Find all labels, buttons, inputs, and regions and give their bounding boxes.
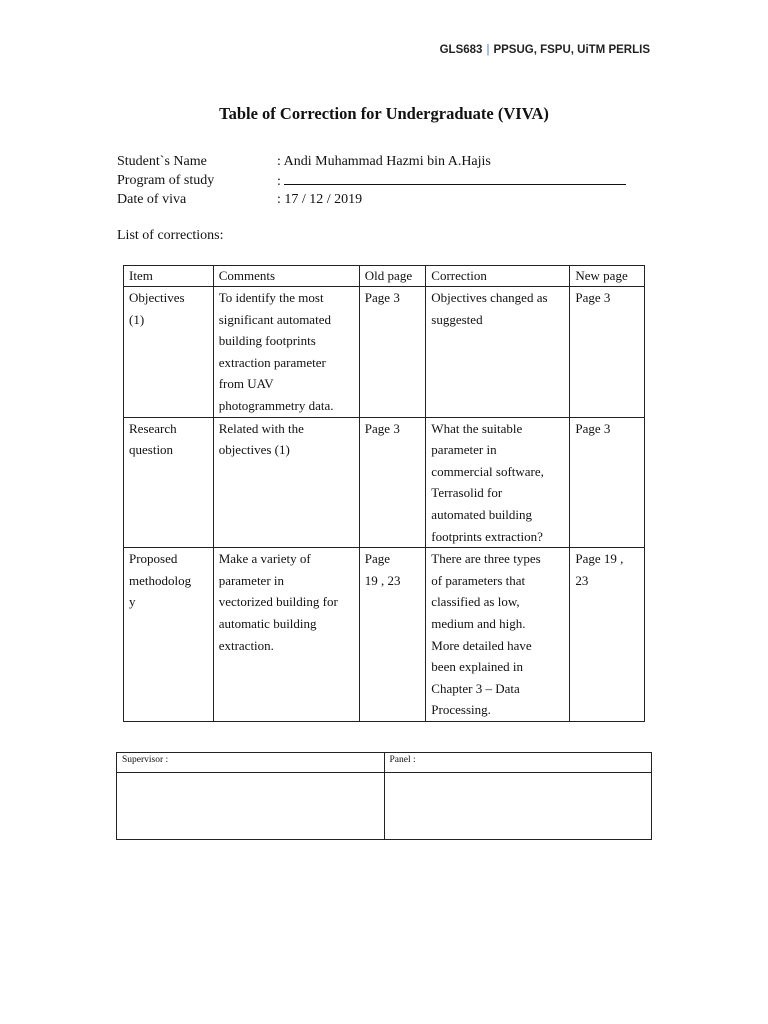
cell-line: Objectives [129, 290, 185, 305]
header-comments: Comments [213, 266, 359, 287]
cell-item [124, 417, 214, 548]
cell-line: parameter in [218, 572, 285, 588]
cell-old-page [359, 417, 426, 548]
viva-date-value: : 17 / 12 / 2019 [277, 192, 363, 207]
cell-comments [213, 417, 359, 548]
corrections-table [123, 265, 645, 722]
table-row [124, 287, 645, 418]
cell-line: Page 3 [575, 290, 611, 305]
cell-line: been explained in [431, 659, 523, 675]
cell-line: Processing. [431, 702, 491, 718]
cell-line: To identify the most [218, 290, 324, 305]
institution-name: PPSUG, FSPU, UiTM PERLIS [493, 44, 650, 56]
cell-old-page [359, 287, 426, 418]
program-colon: : [277, 174, 281, 189]
cell-correction [426, 417, 570, 548]
cell-line: commercial software, [431, 463, 544, 479]
supervisor-signature-box [117, 773, 385, 840]
table-row [124, 548, 645, 722]
cell-line: Objectives changed as [431, 290, 548, 305]
header-separator: | [486, 44, 490, 56]
program-label: Program of study [117, 173, 215, 188]
cell-line: methodolog [129, 572, 192, 588]
cell-line: Related with the [218, 420, 304, 436]
cell-line: Proposed [129, 551, 178, 567]
header-item: Item [124, 266, 214, 287]
cell-line: 19 , 23 [364, 572, 401, 588]
cell-line: of parameters that [431, 572, 526, 588]
program-row [117, 171, 626, 190]
cell-line: suggested [431, 311, 483, 327]
cell-line: from UAV [218, 376, 274, 392]
cell-line: objectives (1) [218, 442, 290, 458]
signature-header-row [117, 753, 652, 773]
cell-line: extraction parameter [218, 354, 326, 370]
header-correction: Correction [426, 266, 570, 287]
cell-line: Research [129, 420, 177, 436]
cell-line: Page 19 , [575, 551, 624, 567]
cell-line: Make a variety of [218, 551, 311, 567]
page-header [440, 44, 650, 56]
cell-comments [213, 548, 359, 722]
cell-line: Page 3 [364, 420, 400, 436]
cell-line: photogrammetry data. [218, 397, 334, 413]
cell-line: What the suitable [431, 420, 523, 436]
cell-old-page [359, 548, 426, 722]
cell-line: automated building [431, 506, 533, 522]
cell-line: footprints extraction? [431, 528, 543, 544]
cell-line: Terrasolid for [431, 485, 503, 501]
student-name-row [117, 152, 626, 171]
cell-line: automatic building [218, 615, 317, 631]
cell-new-page [570, 417, 645, 548]
cell-item [124, 548, 214, 722]
course-code: GLS683 [439, 44, 483, 56]
document-title: Table of Correction for Undergraduate (VIVA) [219, 104, 549, 123]
program-value [277, 171, 626, 190]
list-of-corrections-label: List of corrections: [117, 228, 224, 243]
cell-line: 23 [575, 572, 589, 588]
cell-line: Page 3 [364, 290, 400, 305]
signature-body-row [117, 773, 652, 840]
panel-label: Panel : [384, 753, 652, 773]
cell-comments [213, 287, 359, 418]
student-info [117, 152, 626, 209]
panel-signature-box [384, 773, 652, 840]
cell-new-page [570, 548, 645, 722]
viva-date-row [117, 190, 626, 209]
table-row [124, 417, 645, 548]
cell-line: medium and high. [431, 615, 526, 631]
cell-new-page [570, 287, 645, 418]
cell-line: Page 3 [575, 420, 611, 436]
cell-line: significant automated [218, 311, 331, 327]
cell-line: question [129, 442, 174, 458]
cell-line: There are three types [431, 551, 541, 567]
cell-line: More detailed have [431, 637, 532, 653]
header-old-page: Old page [359, 266, 426, 287]
cell-line: Page [364, 551, 391, 567]
cell-correction [426, 287, 570, 418]
supervisor-label: Supervisor : [117, 753, 385, 773]
cell-line: classified as low, [431, 594, 520, 610]
program-blank-line [284, 171, 626, 185]
cell-line: y [129, 594, 136, 610]
cell-line: parameter in [431, 442, 497, 458]
student-name-label: Student`s Name [117, 154, 207, 169]
cell-line: building footprints [218, 333, 316, 349]
signature-table [116, 752, 652, 840]
cell-line: (1) [129, 311, 145, 327]
corrections-header-row [124, 266, 645, 287]
student-name-value: : Andi Muhammad Hazmi bin A.Hajis [277, 154, 491, 169]
cell-line: Chapter 3 – Data [431, 680, 520, 696]
viva-date-label: Date of viva [117, 192, 187, 207]
cell-item [124, 287, 214, 418]
cell-line: vectorized building for [218, 594, 338, 610]
cell-correction [426, 548, 570, 722]
header-new-page: New page [570, 266, 645, 287]
cell-line: extraction. [218, 637, 274, 653]
